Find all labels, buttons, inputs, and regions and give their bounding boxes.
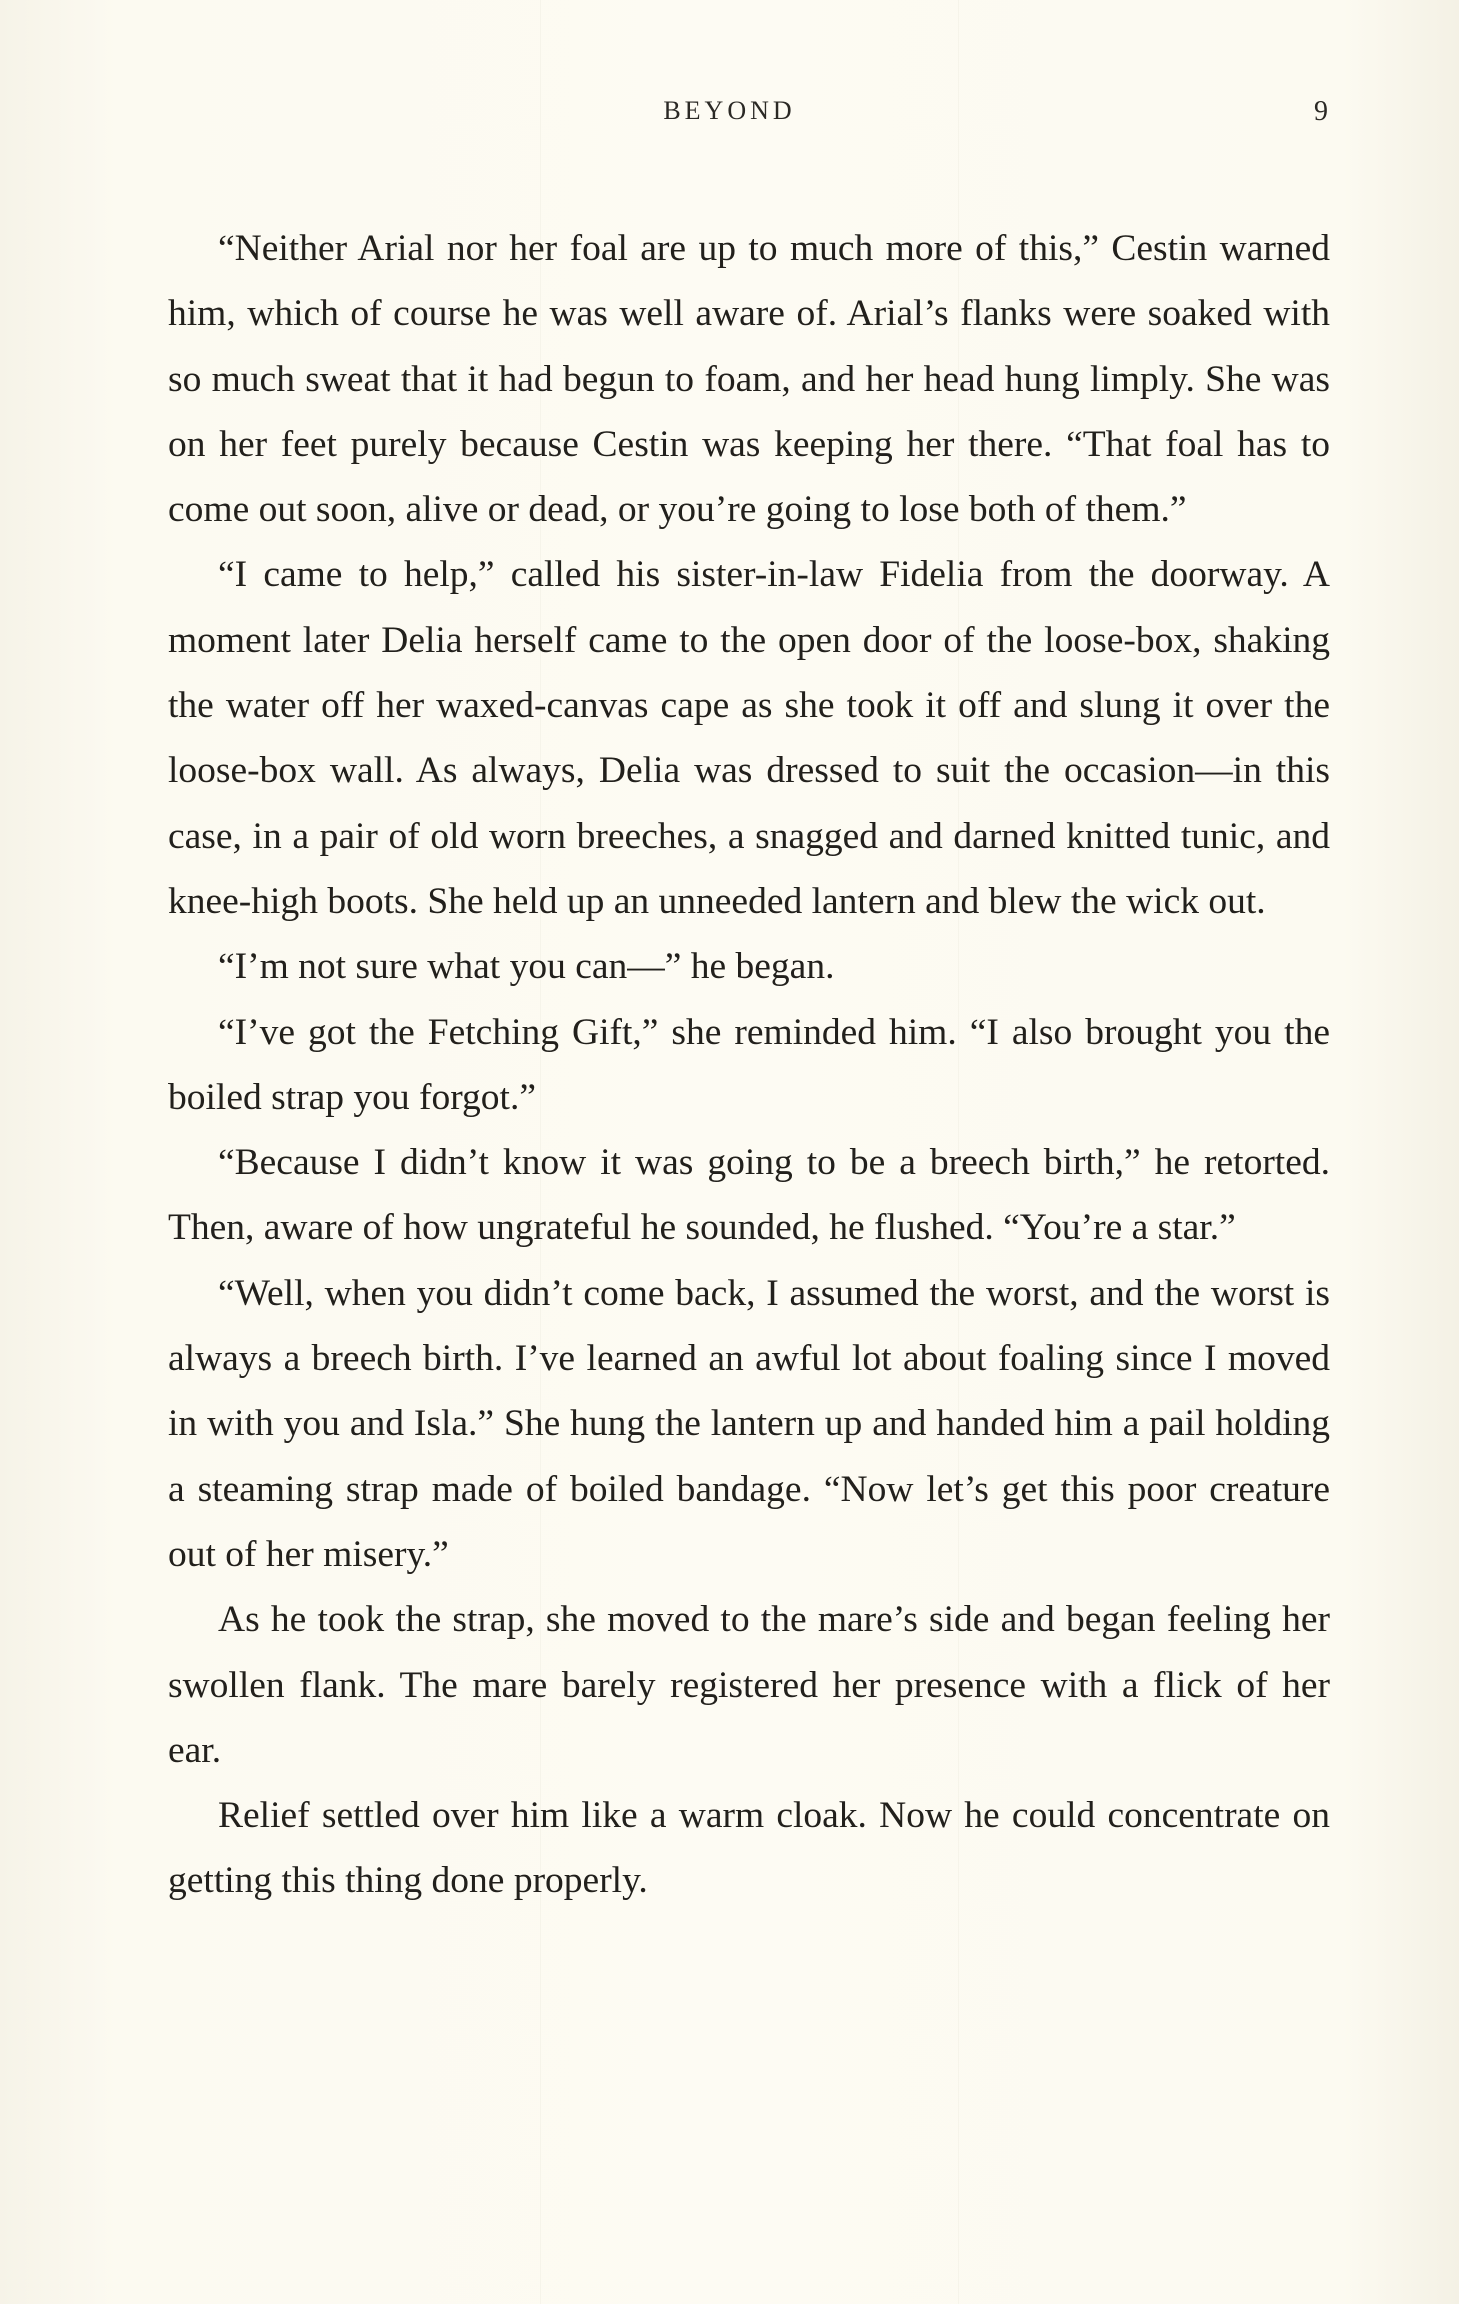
paragraph: “Well, when you didn’t come back, I assumed the worst, and the worst is always a breech birth. I’ve learned an awful lot about foaling since I moved in with you and Isla.” She hung the lantern up and handed him a pail holding a steaming strap made of boiled bandage. “Now let’s get this poor creature out of her misery.”	[168, 1272, 1330, 1575]
paragraph: “I came to help,” called his sister-in-law Fidelia from the doorway. A moment later Delia herself came to the open door of the loose-box, shaking the water off her waxed-canvas cape as she took it off and slung it over the loose-box wall. As always, Delia was dressed to suit the occasion—in this case, in a pair of old worn breeches, a snagged and darned knitted tunic, and knee-high boots. She held up an unneeded lantern and blew the wick out.	[168, 554, 1330, 922]
paragraph: “Neither Arial nor her foal are up to much more of this,” Cestin warned him, which of course he was well aware of. Arial’s flanks were soaked with so much sweat that it had begun to foam, and her head hung limply. She was on her feet purely because Cestin was keeping her there. “That foal has to come out soon, alive or dead, or you’re going to lose both of them.”	[168, 228, 1330, 531]
paragraph: “Because I didn’t know it was going to be a breech birth,” he retorted. Then, aware of how ungrateful he sounded, he flushed. “You’re a star.”	[168, 1142, 1330, 1249]
paragraph: “I’m not sure what you can—” he began.	[218, 946, 835, 988]
page-header	[0, 96, 1459, 136]
page-number: 9	[1314, 96, 1328, 127]
paragraph: “I’ve got the Fetching Gift,” she reminded him. “I also brought you the boiled strap you forgot.”	[168, 1011, 1330, 1118]
body-text	[168, 216, 1330, 1914]
running-head: BEYOND	[663, 96, 796, 125]
paragraph: As he took the strap, she moved to the mare’s side and began feeling her swollen flank. The mare barely registered her presence with a flick of her ear.	[168, 1599, 1330, 1771]
paragraph: Relief settled over him like a warm cloak. Now he could concentrate on getting this thing done properly.	[168, 1795, 1330, 1902]
